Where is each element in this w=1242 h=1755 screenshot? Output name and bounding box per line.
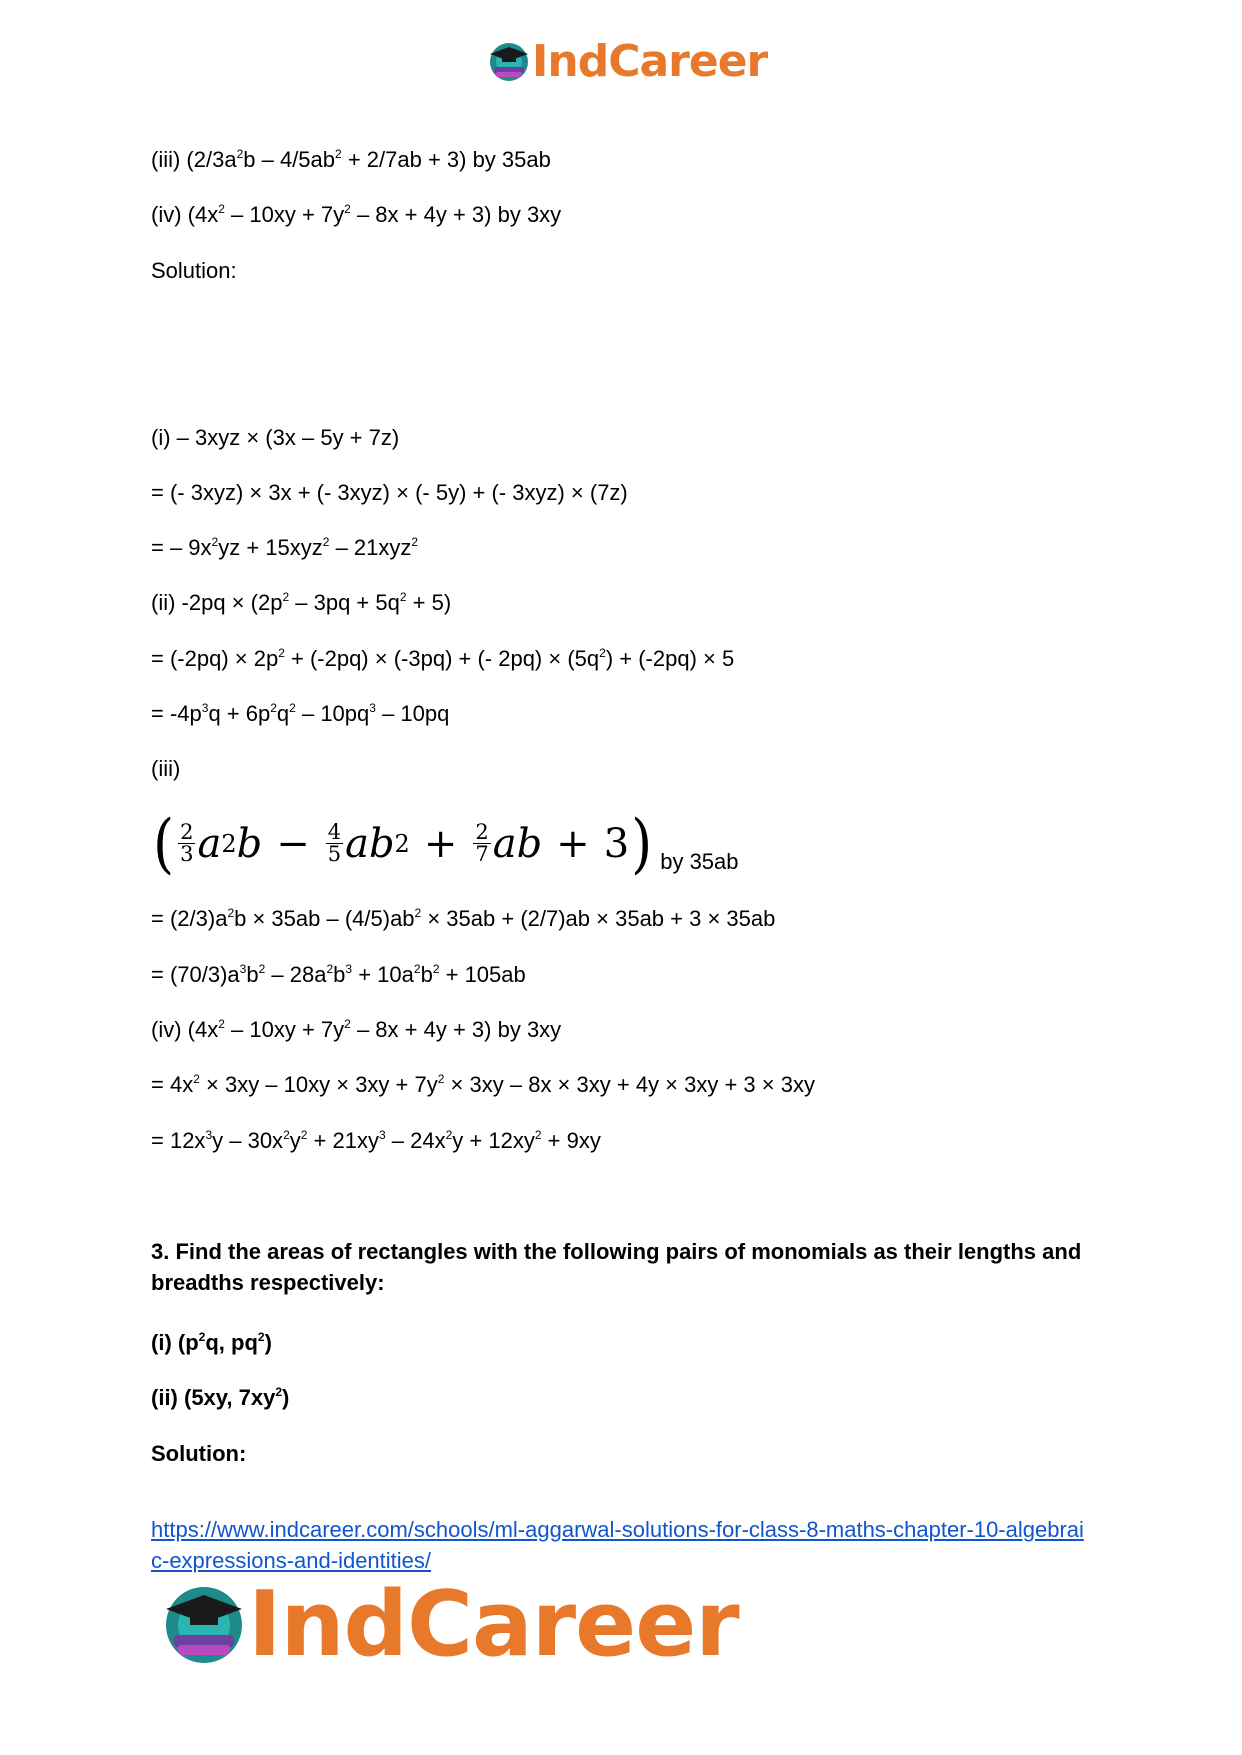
superscript: 3 [239,962,247,976]
text-segment: (iii) (2/3a [151,147,237,172]
superscript: 2 [236,147,244,161]
superscript: 2 [270,701,277,715]
superscript: 2 [399,590,407,604]
superscript: 2 [445,1128,453,1142]
text-segment: = 12x [151,1128,206,1153]
solution-line-i: (i) – 3xyz × (3x – 5y + 7z) [151,425,400,450]
solution-line-ii-step [151,645,734,673]
text-segment: – 28a [265,962,327,987]
numerator: 2 [475,820,489,844]
text-segment: b [333,962,346,987]
solution-line-iii-result [151,961,526,989]
open-paren: ( [153,805,175,882]
superscript: 2 [282,590,290,604]
text-segment: – 10pq [375,701,450,726]
superscript: 2 [322,535,330,549]
superscript: 2 [335,147,342,161]
fraction-two-thirds [178,822,195,865]
text-segment: = -4p [151,701,202,726]
plus-sign: + [556,820,590,867]
text-segment: + 2/7ab + 3) by 35ab [341,147,551,172]
numerator: 4 [327,820,342,844]
solution-heading: Solution: [151,258,237,283]
text-segment: – 21xyz [329,535,412,560]
superscript: 2 [432,962,440,976]
text-segment: yz + 15xyz [218,535,323,560]
solution-line-iv-result [151,1127,601,1155]
text-segment: = 4x [151,1072,194,1097]
text-segment: + 10a [352,962,414,987]
superscript: 2 [414,906,422,920]
text-segment: b × 35ab – (4/5)ab [234,906,415,931]
superscript: 2 [413,962,421,976]
text-segment: (iv) (4x [151,1017,219,1042]
superscript: 2 [326,962,334,976]
text-segment: + 5) [406,590,452,615]
indcareer-logo [488,36,768,87]
brand-wordmark: IndCareer [532,36,768,87]
superscript: 3 [369,701,376,715]
minus-sign: − [276,820,310,867]
text-segment: b [420,962,433,987]
close-paren: ) [631,805,653,882]
text-segment: (ii) -2pq × (2p [151,590,283,615]
text-segment: × 35ab + (2/7)ab × 35ab + 3 × 35ab [421,906,776,931]
text-segment: – 10xy + 7y [224,1017,345,1042]
plus-sign: + [423,820,458,867]
superscript: 2 [275,1385,283,1399]
superscript: 2 [289,701,296,715]
text-segment: – 10xy + 7y [224,202,345,227]
superscript: 2 [283,1128,290,1142]
text-segment: × 3xy – 8x × 3xy + 4y × 3xy + 3 × 3xy [444,1072,815,1097]
text-segment: ) [264,1330,272,1355]
question-line-iv [151,201,561,229]
superscript: 2 [227,906,235,920]
superscript: 2 [411,535,419,549]
superscript: 2 [278,646,285,660]
question-3-part-i [151,1329,272,1357]
superscript: 3 [205,1128,213,1142]
graduation-cap-books-icon [488,41,530,83]
solution-line-iv [151,1016,561,1044]
source-link[interactable]: https://www.indcareer.com/schools/ml-aggarwal-solutions-for-class-8-maths-chapter-10-algebraic-expressions-and-identities/ [151,1517,1084,1573]
variable: ab [345,820,395,867]
text-segment: + (-2pq) × (-3pq) + (- 2pq) × (5q [284,646,600,671]
text-segment: × 3xy – 10xy × 3xy + 7y [199,1072,438,1097]
fraction-four-fifths [326,822,343,865]
question-3-heading: 3. Find the areas of rectangles with the following pairs of monomials as their lengths and breadths respectively: [151,1239,1082,1295]
math-expression [151,805,739,882]
superscript: 2 [437,1072,445,1086]
indcareer-logo-footer [162,1572,739,1677]
text-segment: y + 12xy [452,1128,535,1153]
superscript: 2 [599,646,606,660]
superscript: 2 [218,202,225,216]
text-segment: = – 9x [151,535,212,560]
text-segment: y – 30x [212,1128,284,1153]
solution-line-iii-label: (iii) [151,756,181,781]
superscript: 3 [378,1128,386,1142]
text-segment: (iv) (4x [151,202,219,227]
solution-line-iii-step [151,905,775,933]
text-segment: b [246,962,259,987]
variable: a [197,820,222,867]
text-segment: q, pq [205,1330,258,1355]
constant: 3 [603,820,630,867]
numerator: 2 [180,820,194,844]
text-segment: – 10pq [295,701,370,726]
solution-line-ii [151,589,451,617]
superscript: 2 [257,1330,265,1344]
text-segment: – 8x + 4y + 3) by 3xy [350,202,562,227]
variable: b [236,820,263,867]
text-segment: = (-2pq) × 2p [151,646,279,671]
denominator: 7 [475,842,489,866]
text-segment: – 8x + 4y + 3) by 3xy [350,1017,562,1042]
text-segment: ) + (-2pq) × 5 [605,646,735,671]
text-segment: – 3pq + 5q [289,590,400,615]
question-line-iii [151,146,551,174]
text-segment: y [289,1128,301,1153]
text-segment: + 21xy [307,1128,379,1153]
solution-line-ii-result [151,700,449,728]
text-segment: = (70/3)a [151,962,240,987]
graduation-cap-books-icon [162,1583,246,1667]
brand-wordmark: IndCareer [248,1572,739,1677]
text-segment: b – 4/5ab [243,147,336,172]
superscript: 2 [344,202,351,216]
superscript: 2 [344,1017,351,1031]
solution-heading-2: Solution: [151,1441,247,1466]
text-segment: = (2/3)a [151,906,228,931]
solution-line-i-step: = (- 3xyz) × 3x + (- 3xyz) × (- 5y) + (- 3xyz) × (7z) [151,480,628,505]
text-segment: + 105ab [439,962,526,987]
denominator: 5 [327,842,342,866]
fraction-two-sevenths [473,822,490,865]
solution-line-i-result [151,534,418,562]
text-segment: q [276,701,290,726]
text-segment: + 9xy [541,1128,601,1153]
denominator: 3 [180,842,194,866]
variable: ab [492,820,543,867]
text-segment: (i) (p [151,1330,199,1355]
superscript: 2 [193,1072,200,1086]
superscript: 2 [258,962,266,976]
solution-line-iv-step [151,1071,815,1099]
text-segment: q + 6p [208,701,271,726]
text-segment: (ii) (5xy, 7xy [151,1385,276,1410]
superscript: 2 [198,1330,206,1344]
formula: ( $\frac{2}{3}$ a 2 b − $\frac{4}{5}$ ab 2 + $\frac{2}{7}$ ab + 3 ) [153,805,653,882]
text-segment: ) [282,1385,290,1410]
superscript: 2 [211,535,219,549]
question-3-part-ii [151,1384,289,1412]
superscript: 3 [201,701,209,715]
superscript: 2 [218,1017,225,1031]
superscript: 3 [345,962,353,976]
superscript: 2 [534,1128,542,1142]
by-text: by 35ab [660,849,739,874]
text-segment: – 24x [385,1128,446,1153]
superscript: 2 [300,1128,308,1142]
